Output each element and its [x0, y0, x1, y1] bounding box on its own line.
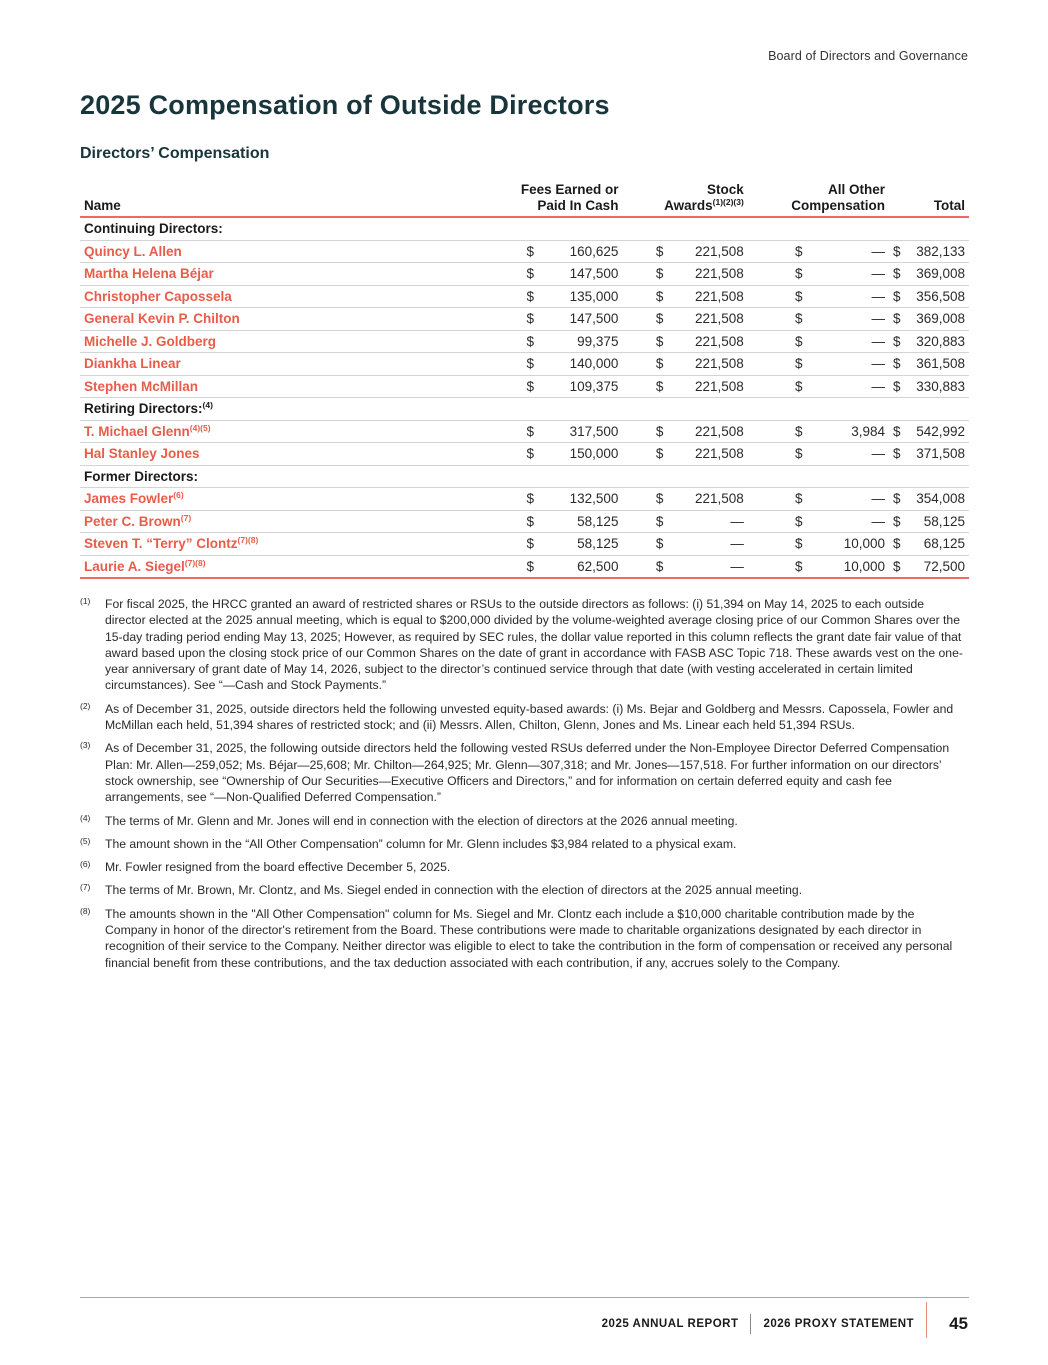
cell-stock: $ 221,508 [622, 420, 747, 443]
cell-stock: $ 221,508 [622, 375, 747, 398]
director-name: Michelle J. Goldberg [80, 330, 503, 353]
footer-proxy-statement: 2026 PROXY STATEMENT [763, 1318, 915, 1330]
cell-stock: $ 221,508 [622, 285, 747, 308]
column-header-all-other: All Other Compensation [748, 182, 889, 217]
cell-other: $ — [748, 488, 889, 511]
cell-fees: $ 132,500 [503, 488, 623, 511]
footnote-mark: (6) [80, 859, 91, 870]
director-name: Christopher Capossela [80, 285, 503, 308]
cell-stock: $ 221,508 [622, 308, 747, 331]
footnote-text: As of December 31, 2025, the following outside directors held the following vested RSUs deferred under the Non-Employee Director Deferred Compensation Plan: Mr. Allen—259,052; Ms. Béjar—25,608; Mr. Chilton—264,925; Mr. Glenn—307,318; and Mr. Jones—157,518. For further information on our directors’ stock ownership, see “Ownership of Our Securities—Executive Officers and Directors,” and for information on certain deferred equity and cash fee arrangements, see “—Non-Qualified Deferred Compensation.” [105, 741, 950, 805]
cell-total: $ 371,508 [889, 443, 969, 466]
director-name: Diankha Linear [80, 353, 503, 376]
footnote-2 [80, 701, 965, 734]
table-row [80, 353, 969, 376]
cell-other: $ 10,000 [748, 555, 889, 578]
footnote-8 [80, 906, 965, 971]
table-row [80, 330, 969, 353]
table-header-row [80, 182, 969, 217]
footnote-text: Mr. Fowler resigned from the board effective December 5, 2025. [105, 860, 451, 875]
cell-total: $ 369,008 [889, 308, 969, 331]
cell-stock: $ 221,508 [622, 488, 747, 511]
director-name: Laurie A. Siegel$^{(7)(8)}$ [80, 555, 503, 578]
page-title: 2025 Compensation of Outside Directors [80, 90, 610, 120]
footnote-mark: (3) [80, 740, 91, 751]
group-row-retiring [80, 398, 969, 421]
cell-stock: $ 221,508 [622, 353, 747, 376]
cell-total: $ 354,008 [889, 488, 969, 511]
group-label: Retiring Directors:$^{(4)}$ [80, 398, 969, 421]
footnote-mark: (5) [80, 835, 91, 846]
director-name: Quincy L. Allen [80, 240, 503, 263]
footnote-5 [80, 836, 965, 852]
director-name: Peter C. Brown$^{(7)}$ [80, 510, 503, 533]
footnote-mark: (4) [80, 812, 91, 823]
group-label: Continuing Directors: [80, 217, 969, 240]
column-header-name: Name [80, 182, 503, 217]
table-row [80, 443, 969, 466]
director-name: Steven T. “Terry” Clontz$^{(7)(8)}$ [80, 533, 503, 556]
footnote-text: As of December 31, 2025, outside directors held the following unvested equity-based awards: (i) Ms. Bejar and Goldberg and Messrs. Capossela, Fowler and McMillan each held, 51,394 shares of restricted stock; and (ii) Messrs. Allen, Chilton, Glenn, Jones and Ms. Linear each held 51,394 RSUs. [105, 701, 954, 733]
column-header-fees: Fees Earned or Paid In Cash [503, 182, 623, 217]
cell-stock: $ — [622, 510, 747, 533]
table-row [80, 285, 969, 308]
director-name: Hal Stanley Jones [80, 443, 503, 466]
cell-total: $ 382,133 [889, 240, 969, 263]
footer-vertical-rule [926, 1302, 927, 1338]
cell-total: $ 68,125 [889, 533, 969, 556]
cell-other: $ — [748, 308, 889, 331]
table-row [80, 488, 969, 511]
cell-other: $ — [748, 510, 889, 533]
table-row [80, 308, 969, 331]
director-name: Martha Helena Béjar [80, 263, 503, 286]
footer-rule [80, 1297, 969, 1298]
cell-fees: $ 135,000 [503, 285, 623, 308]
cell-total: $ 330,883 [889, 375, 969, 398]
table-row [80, 510, 969, 533]
footnotes [80, 596, 965, 978]
group-row-former [80, 465, 969, 488]
cell-stock: $ — [622, 555, 747, 578]
cell-fees: $ 62,500 [503, 555, 623, 578]
cell-other: $ — [748, 353, 889, 376]
cell-fees: $ 109,375 [503, 375, 623, 398]
page-footer [602, 1310, 968, 1338]
footnote-text: The amounts shown in the "All Other Compensation" column for Ms. Siegel and Mr. Clontz each include a $10,000 charitable contribution made by the Company in honor of the director's retirement from the Board. These contributions were made to charitable organizations designated by each director in recognition of their service to the Company. Neither director was eligible to elect to take the contribution in the form of compensation or received any personal financial benefit from these contributions, and the tax deduction associated with each contribution, if any, accrues solely to the Company. [105, 906, 953, 970]
table-row [80, 375, 969, 398]
cell-fees: $ 58,125 [503, 533, 623, 556]
table-row [80, 420, 969, 443]
cell-fees: $ 58,125 [503, 510, 623, 533]
page-number: 45 [949, 1314, 968, 1333]
footnote-4 [80, 813, 965, 829]
footnote-7 [80, 882, 965, 898]
table-row [80, 240, 969, 263]
cell-fees: $ 140,000 [503, 353, 623, 376]
footnote-1 [80, 596, 965, 694]
footnote-text: The amount shown in the “All Other Compensation” column for Mr. Glenn includes $3,984 related to a physical exam. [105, 836, 737, 851]
cell-other: $ — [748, 375, 889, 398]
cell-total: $ 320,883 [889, 330, 969, 353]
group-label: Former Directors: [80, 465, 969, 488]
cell-other: $ — [748, 263, 889, 286]
column-header-total: Total [889, 182, 969, 217]
cell-stock: $ 221,508 [622, 263, 747, 286]
cell-other: $ — [748, 240, 889, 263]
table-row [80, 263, 969, 286]
cell-other: $ 10,000 [748, 533, 889, 556]
footnote-mark: (2) [80, 700, 91, 711]
cell-fees: $ 147,500 [503, 308, 623, 331]
cell-stock: $ — [622, 533, 747, 556]
cell-other: $ — [748, 285, 889, 308]
director-name: James Fowler$^{(6)}$ [80, 488, 503, 511]
cell-stock: $ 221,508 [622, 330, 747, 353]
cell-stock: $ 221,508 [622, 443, 747, 466]
footnote-mark: (1) [80, 596, 91, 606]
cell-total: $ 542,992 [889, 420, 969, 443]
cell-total: $ 58,125 [889, 510, 969, 533]
cell-fees: $ 147,500 [503, 263, 623, 286]
director-name: General Kevin P. Chilton [80, 308, 503, 331]
cell-total: $ 72,500 [889, 555, 969, 578]
cell-total: $ 361,508 [889, 353, 969, 376]
cell-fees: $ 160,625 [503, 240, 623, 263]
director-name: T. Michael Glenn$^{(4)(5)}$ [80, 420, 503, 443]
cell-total: $ 369,008 [889, 263, 969, 286]
footer-annual-report: 2025 ANNUAL REPORT [601, 1318, 739, 1330]
running-head: Board of Directors and Governance [768, 49, 968, 63]
director-name: Stephen McMillan [80, 375, 503, 398]
cell-other: $ — [748, 443, 889, 466]
footnote-mark: (8) [80, 905, 91, 916]
cell-fees: $ 99,375 [503, 330, 623, 353]
footnote-text: The terms of Mr. Glenn and Mr. Jones will end in connection with the election of directors at the 2026 annual meeting. [105, 813, 738, 828]
section-title: Directors’ Compensation [80, 145, 270, 162]
cell-other: $ 3,984 [748, 420, 889, 443]
column-header-stock-awards: Stock Awards$^{(1)(2)(3)}$ [622, 182, 747, 217]
cell-other: $ — [748, 330, 889, 353]
table-row [80, 555, 969, 578]
table-row [80, 533, 969, 556]
cell-stock: $ 221,508 [622, 240, 747, 263]
footnote-6 [80, 859, 965, 875]
directors-compensation-table [80, 182, 969, 579]
footer-separator [750, 1314, 751, 1334]
group-row-continuing [80, 217, 969, 240]
cell-total: $ 356,508 [889, 285, 969, 308]
footnote-mark: (7) [80, 882, 91, 893]
footnote-text: The terms of Mr. Brown, Mr. Clontz, and Ms. Siegel ended in connection with the election of directors at the 2025 annual meeting. [105, 883, 803, 898]
cell-fees: $ 150,000 [503, 443, 623, 466]
footnote-text: For fiscal 2025, the HRCC granted an award of restricted shares or RSUs to the outside directors as follows: (i) 51,394 on May 14, 2025 to each outside director elected at the 2025 annual meeting, which is equal to $200,000 divided by the volume-weighted average closing price of our Common Shares over the 15-day trading period ending May 13, 2025; However, as required by SEC rules, the dollar value reported in this column reflects the grant date fair value of that award based upon the closing stock price of our Common Shares on the date of grant in accordance with FASB ASC Topic 718. These awards vest on the one-year anniversary of grant date of May 14, 2026, subject to the director’s continued service through that date (with vesting accelerated in certain limited circumstances). See “—Cash and Stock Payments.” [105, 597, 963, 693]
cell-fees: $ 317,500 [503, 420, 623, 443]
footnote-3 [80, 740, 965, 805]
